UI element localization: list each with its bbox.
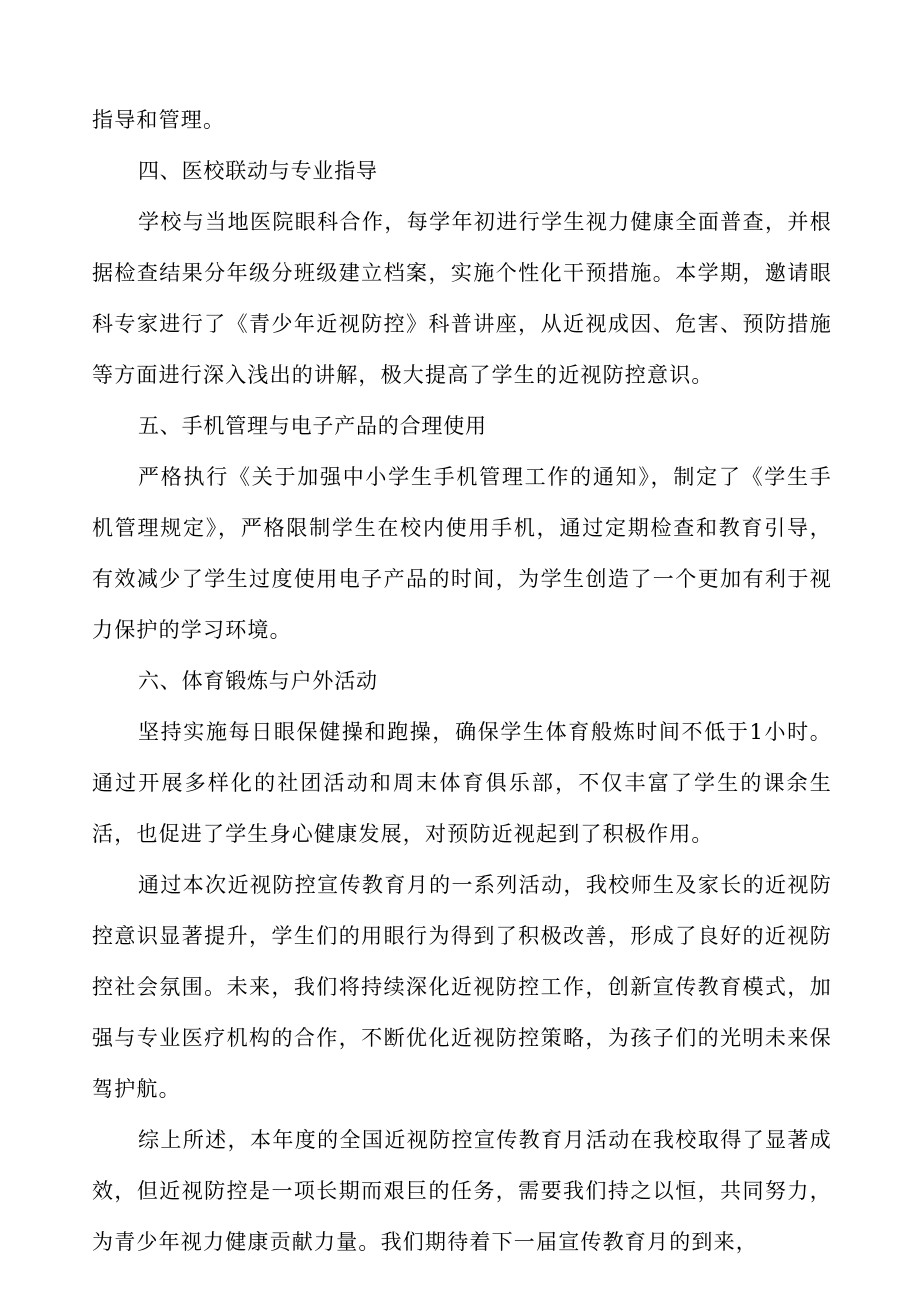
document-body xyxy=(92,95,832,1268)
paragraph-continuation: 指导和管理。 xyxy=(92,108,226,132)
paragraph-summary-outcomes: 通过本次近视防控宣传教育月的一系列活动，我校师生及家长的近视防控意识显著提升，学生们的用眼行为得到了积极改善，形成了良好的近视防控社会氛围。未来，我们将持续深化近视防控工作，创新宣传教育模式，加强与专业医疗机构的合作，不断优化近视防控策略，为孩子们的光明未来保驾护航。 xyxy=(92,873,832,1101)
section-heading-6: 六、体育锻炼与户外活动 xyxy=(138,669,378,693)
paragraph-phone-management: 严格执行《关于加强中小学生手机管理工作的通知》，制定了《学生手机管理规定》，严格限制学生在校内使用手机，通过定期检查和教育引导，有效减少了学生过度使用电子产品的时间，为学生创造了一个更加有利于视力保护的学习环境。 xyxy=(92,465,832,642)
paragraph-conclusion: 综上所述，本年度的全国近视防控宣传教育月活动在我校取得了显著成效，但近视防控是一项长期而艰巨的任务，需要我们持之以恒，共同努力，为青少年视力健康贡献力量。我们期待着下一届宣传教育月的到来， xyxy=(92,1128,832,1254)
section-heading-5: 五、手机管理与电子产品的合理使用 xyxy=(138,414,487,438)
paragraph-medical-cooperation: 学校与当地医院眼科合作，每学年初进行学生视力健康全面普查，并根据检查结果分年级分班级建立档案，实施个性化干预措施。本学期，邀请眼科专家进行了《青少年近视防控》科普讲座，从近视成因、危害、预防措施等方面进行深入浅出的讲解，极大提高了学生的近视防控意识。 xyxy=(92,210,832,387)
paragraph-physical-exercise: 坚持实施每日眼保健操和跑操，确保学生体育般炼时间不低于1小时。通过开展多样化的社团活动和周末体育俱乐部，不仅丰富了学生的课余生活，也促进了学生身心健康发展，对预防近视起到了积极作用。 xyxy=(92,720,832,846)
section-heading-4: 四、医校联动与专业指导 xyxy=(138,159,378,183)
